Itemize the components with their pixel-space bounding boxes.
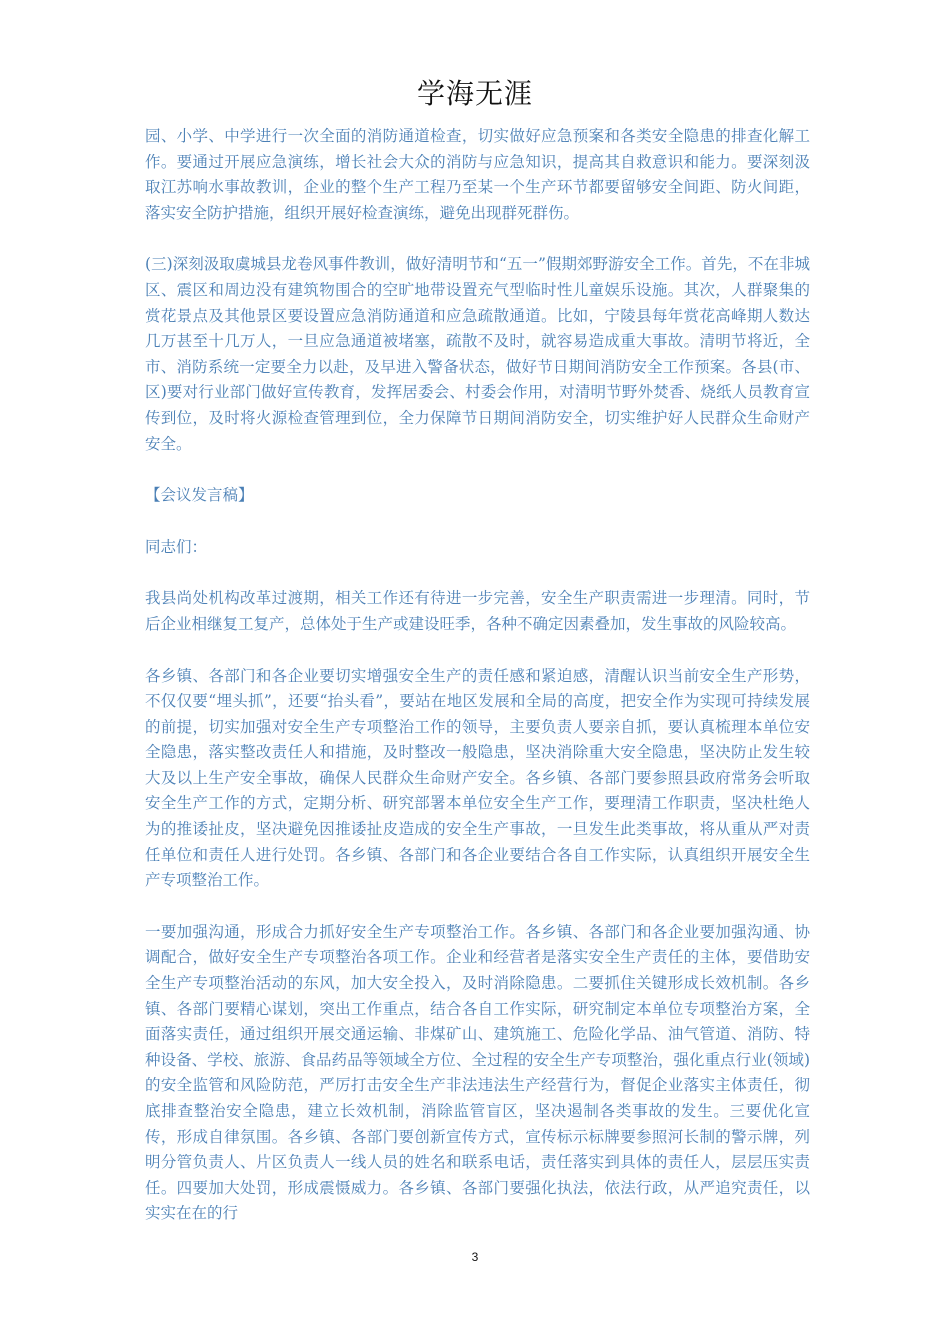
paragraph-special-rectification: 一要加强沟通，形成合力抓好安全生产专项整治工作。各乡镇、各部门和各企业要加强沟通、协调配合，做好安全生产专项整治各项工作。企业和经营者是落实安全生产责任的主体，要借助安全生产专项整治活动的东风，加大安全投入，及时消除隐患。二要抓住关键形成长效机制。各乡镇、各部门要精心谋划，突出工作重点，结合各自工作实际，研究制定本单位专项整治方案，全面落实责任，通过组织开展交通运输、非煤矿山、建筑施工、危险化学品、油气管道、消防、特种设备、学校、旅游、食品药品等领域全方位、全过程的安全生产专项整治，强化重点行业(领域)的安全监管和风险防范，严厉打击安全生产非法违法生产经营行为，督促企业落实主体责任，彻底排查整治安全隐患，建立长效机制，消除监管盲区，坚决遏制各类事故的发生。三要优化宣传，形成自律氛围。各乡镇、各部门要创新宣传方式，宣传标示标牌要参照河长制的警示牌，列明分管负责人、片区负责人一线人员的姓名和联系电话，责任落实到具体的责任人，层层压实责任。四要加大处罚，形成震慑威力。各乡镇、各部门要强化执法，依法行政，从严追究责任，以实实在在的行 [145,922,810,1223]
salutation: 同志们： [145,537,208,556]
page-title: 学海无涯 [416,77,533,110]
paragraph-qingming-safety: (三)深刻汲取虞城县龙卷风事件教训，做好清明节和“五一”假期郊野游安全工作。首先，不在非城区、震区和周边没有建筑物围合的空旷地带设置充气型临时性儿童娱乐设施。其次，人群聚集的赏花景点及其他景区要设置应急消防通道和应急疏散通道。比如，宁陵县每年赏花高峰期人数达几万甚至十几万人，一旦应急通道被堵塞，疏散不及时，就容易造成重大事故。清明节将近，全市、消防系统一定要全力以赴，及早进入警备状态，做好节日期间消防安全工作预案。各县(市、区)要对行业部门做好宣传教育，发挥居委会、村委会作用，对清明节野外焚香、烧纸人员教育宣传到位，及时将火源检查管理到位，全力保障节日期间消防安全，切实维护好人民群众生命财产安全。 [145,255,810,453]
document-body [145,124,810,1253]
section-heading-meeting-speech: 【会议发言稿】 [145,486,254,505]
paragraph-responsibility: 各乡镇、各部门和各企业要切实增强安全生产的责任感和紧迫感，清醒认识当前安全生产形势，不仅仅要“埋头抓”，还要“抬头看”，要站在地区发展和全局的高度，把安全作为实现可持续发展的前提，切实加强对安全生产专项整治工作的领导，主要负责人要亲自抓，要认真梳理本单位安全隐患，落实整改责任人和措施，及时整改一般隐患，坚决消除重大安全隐患，坚决防止发生较大及以上生产安全事故，确保人民群众生命财产安全。各乡镇、各部门要参照县政府常务会听取安全生产工作的方式，定期分析、研究部署本单位安全生产工作，要理清工作职责，坚决杜绝人为的推诿扯皮，坚决避免因推诿扯皮造成的安全生产事故，一旦发生此类事故，将从重从严对责任单位和责任人进行处罚。各乡镇、各部门和各企业要结合各自工作实际，认真组织开展安全生产专项整治工作。 [145,666,810,890]
paragraph-institutional-reform: 我县尚处机构改革过渡期，相关工作还有待进一步完善，安全生产职责需进一步理清。同时，节后企业相继复工复产，总体处于生产或建设旺季，各种不确定因素叠加，发生事故的风险较高。 [145,589,810,633]
page-number: 3 [471,1250,479,1264]
paragraph-fire-safety-inspection: 园、小学、中学进行一次全面的消防通道检查，切实做好应急预案和各类安全隐患的排查化解工作。要通过开展应急演练，增长社会大众的消防与应急知识，提高其自救意识和能力。要深刻汲取江苏响水事故教训，企业的整个生产工程乃至某一个生产环节都要留够安全间距、防火间距，落实安全防护措施，组织开展好检查演练，避免出现群死群伤。 [145,127,810,222]
